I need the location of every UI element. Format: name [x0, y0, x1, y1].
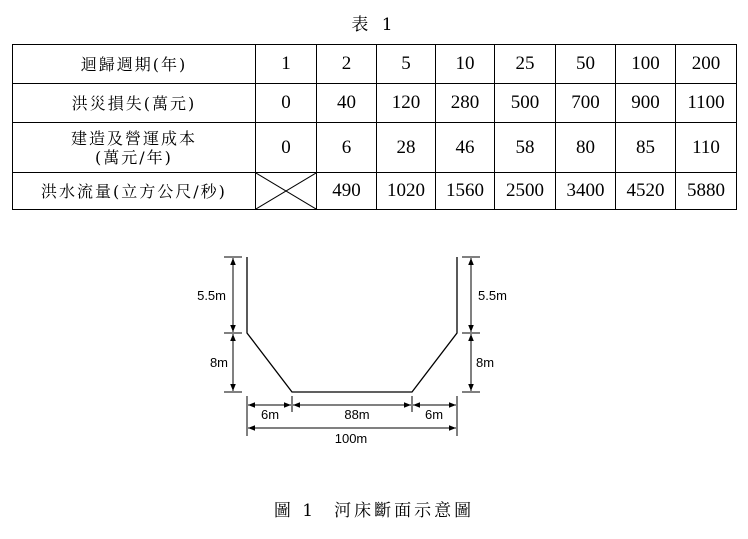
- figure-title: 河床斷面示意圖: [334, 501, 475, 521]
- table-cell: 40: [317, 84, 377, 123]
- table-cell: 700: [556, 84, 616, 123]
- right-slope-width-label: 6m: [424, 407, 444, 422]
- table-cell: 120: [377, 84, 436, 123]
- table-cell: 80: [556, 123, 616, 173]
- figure-caption: [0, 496, 748, 521]
- bottom-width-label: 88m: [344, 407, 370, 422]
- right-height-dimensions: [462, 257, 480, 392]
- table-cell: 0: [256, 84, 317, 123]
- total-width-label: 100m: [334, 431, 368, 446]
- row-header-return-period: 迴歸週期(年): [13, 45, 256, 84]
- table-cell: 100: [616, 45, 676, 84]
- table-cell: 5880: [676, 173, 737, 210]
- table-cell: 5: [377, 45, 436, 84]
- table-cell: 490: [317, 173, 377, 210]
- row-header-line: (萬元/年): [95, 147, 173, 167]
- row-header-flood-loss: 洪災損失(萬元): [13, 84, 256, 123]
- table-cell: 1: [256, 45, 317, 84]
- left-lower-height-label: 8m: [209, 355, 228, 370]
- right-lower-height-label: 8m: [476, 355, 495, 370]
- table-cell: 2: [317, 45, 377, 84]
- row-header-flood-discharge: 洪水流量(立方公尺/秒): [13, 173, 256, 210]
- table-cell: 2500: [495, 173, 556, 210]
- table-cell: 500: [495, 84, 556, 123]
- table-cell: 1020: [377, 173, 436, 210]
- left-slope-width-label: 6m: [260, 407, 280, 422]
- table-cell: 3400: [556, 173, 616, 210]
- table-cell: 0: [256, 123, 317, 173]
- row-header-line: 建造及營運成本: [70, 128, 197, 148]
- table-cell: 46: [436, 123, 495, 173]
- table-cell: 85: [616, 123, 676, 173]
- table-cell: 1100: [676, 84, 737, 123]
- table-cell: 28: [377, 123, 436, 173]
- table-title: 表 1: [351, 15, 397, 35]
- table-cell: 58: [495, 123, 556, 173]
- table-cell: 110: [676, 123, 737, 173]
- table-cell: 4520: [616, 173, 676, 210]
- table-cell: 6: [317, 123, 377, 173]
- channel-outline: [247, 257, 457, 392]
- left-upper-height-label: 5.5m: [197, 288, 226, 303]
- table-cell: 200: [676, 45, 737, 84]
- table-cell: 50: [556, 45, 616, 84]
- figure-number: 圖 1: [273, 501, 317, 521]
- right-upper-height-label: 5.5m: [478, 288, 507, 303]
- table-cell: 10: [436, 45, 495, 84]
- left-height-dimensions: [224, 257, 242, 392]
- table-cell: 1560: [436, 173, 495, 210]
- table-cell: 25: [495, 45, 556, 84]
- table-cell: 280: [436, 84, 495, 123]
- table-cell: 900: [616, 84, 676, 123]
